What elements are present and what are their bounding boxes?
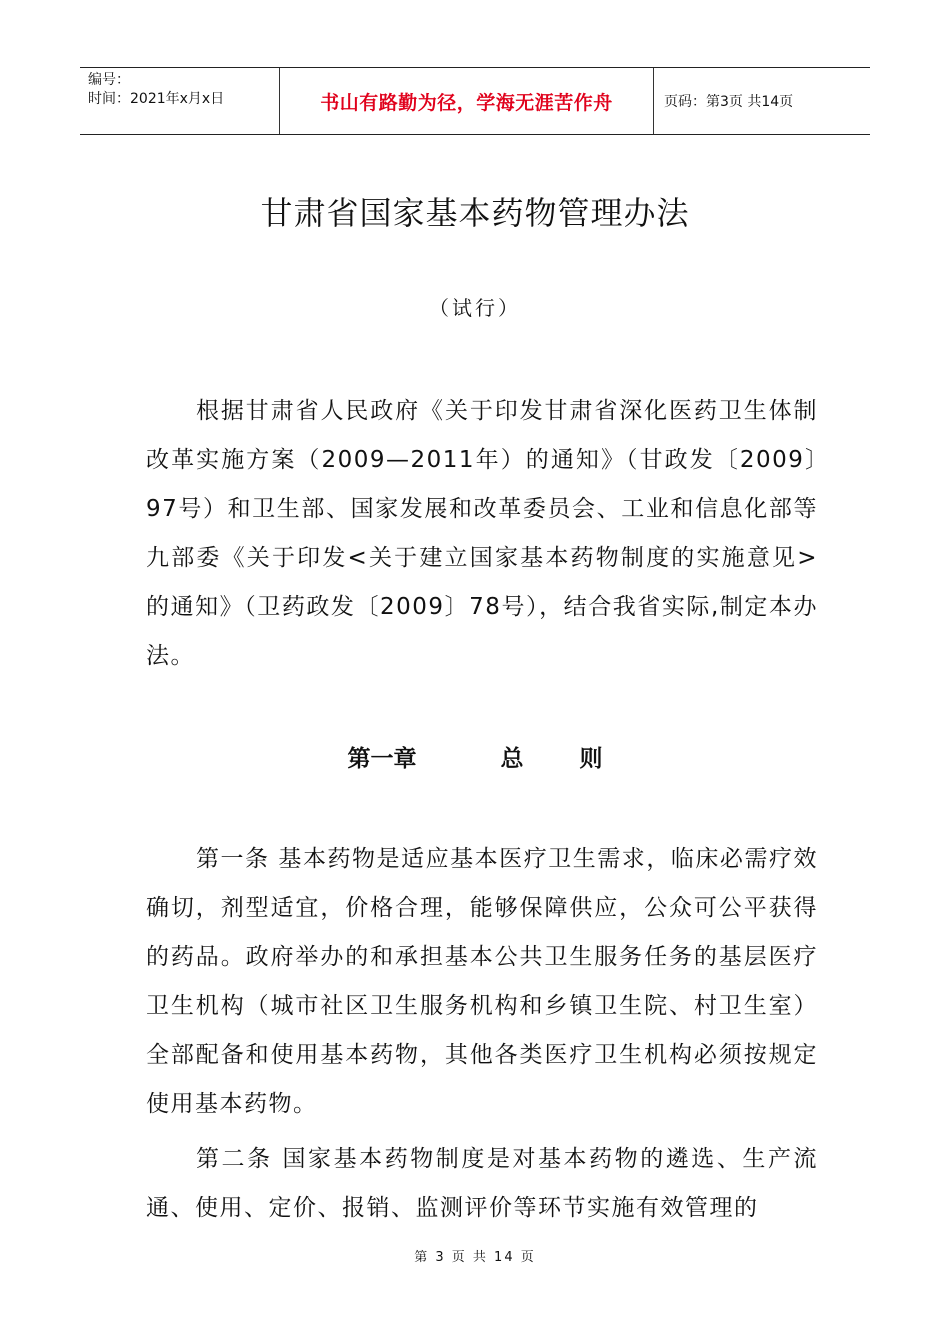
header-motto: 书山有路勤为径，学海无涯苦作舟 <box>280 68 654 134</box>
page-footer: 第 3 页 共 14 页 <box>414 1250 536 1265</box>
page-header <box>80 67 870 135</box>
header-meta-cell <box>80 68 280 134</box>
article-1-paragraph: 第一条 基本药物是适应基本医疗卫生需求，临床必需疗效确切，剂型适宜，价格合理，能够保障供应，公众可公平获得的药品。政府举办的和承担基本公共卫生服务任务的基层医疗卫生机构（城市社区卫生服务机构和乡镇卫生院、村卫生室）全部配备和使用基本药物，其他各类医疗卫生机构必须按规定使用基本药物。 <box>146 846 818 1117</box>
header-page-info: 页码：第3页 共14页 <box>664 94 794 110</box>
document-title: 甘肃省国家基本药物管理办法 <box>260 194 690 232</box>
chapter-heading: 第一章 总 则 <box>347 746 603 772</box>
preamble-paragraph: 根据甘肃省人民政府《关于印发甘肃省深化医药卫生体制改革实施方案（2009—2011年）的通知》（甘政发〔2009〕97号）和卫生部、国家发展和改革委员会、工业和信息化部等九部委《关于印发<关于建立国家基本药物制度的实施意见>的通知》（卫药政发〔2009〕78号），结合我省实际,制定本办法。 <box>146 398 818 669</box>
number-label: 编号： <box>88 72 130 88</box>
time-label: 时间：2021年x月x日 <box>88 91 225 107</box>
article-2-paragraph: 第二条 国家基本药物制度是对基本药物的遴选、生产流通、使用、定价、报销、监测评价等环节实施有效管理的 <box>146 1146 818 1221</box>
document-subtitle: （试行） <box>429 296 521 320</box>
